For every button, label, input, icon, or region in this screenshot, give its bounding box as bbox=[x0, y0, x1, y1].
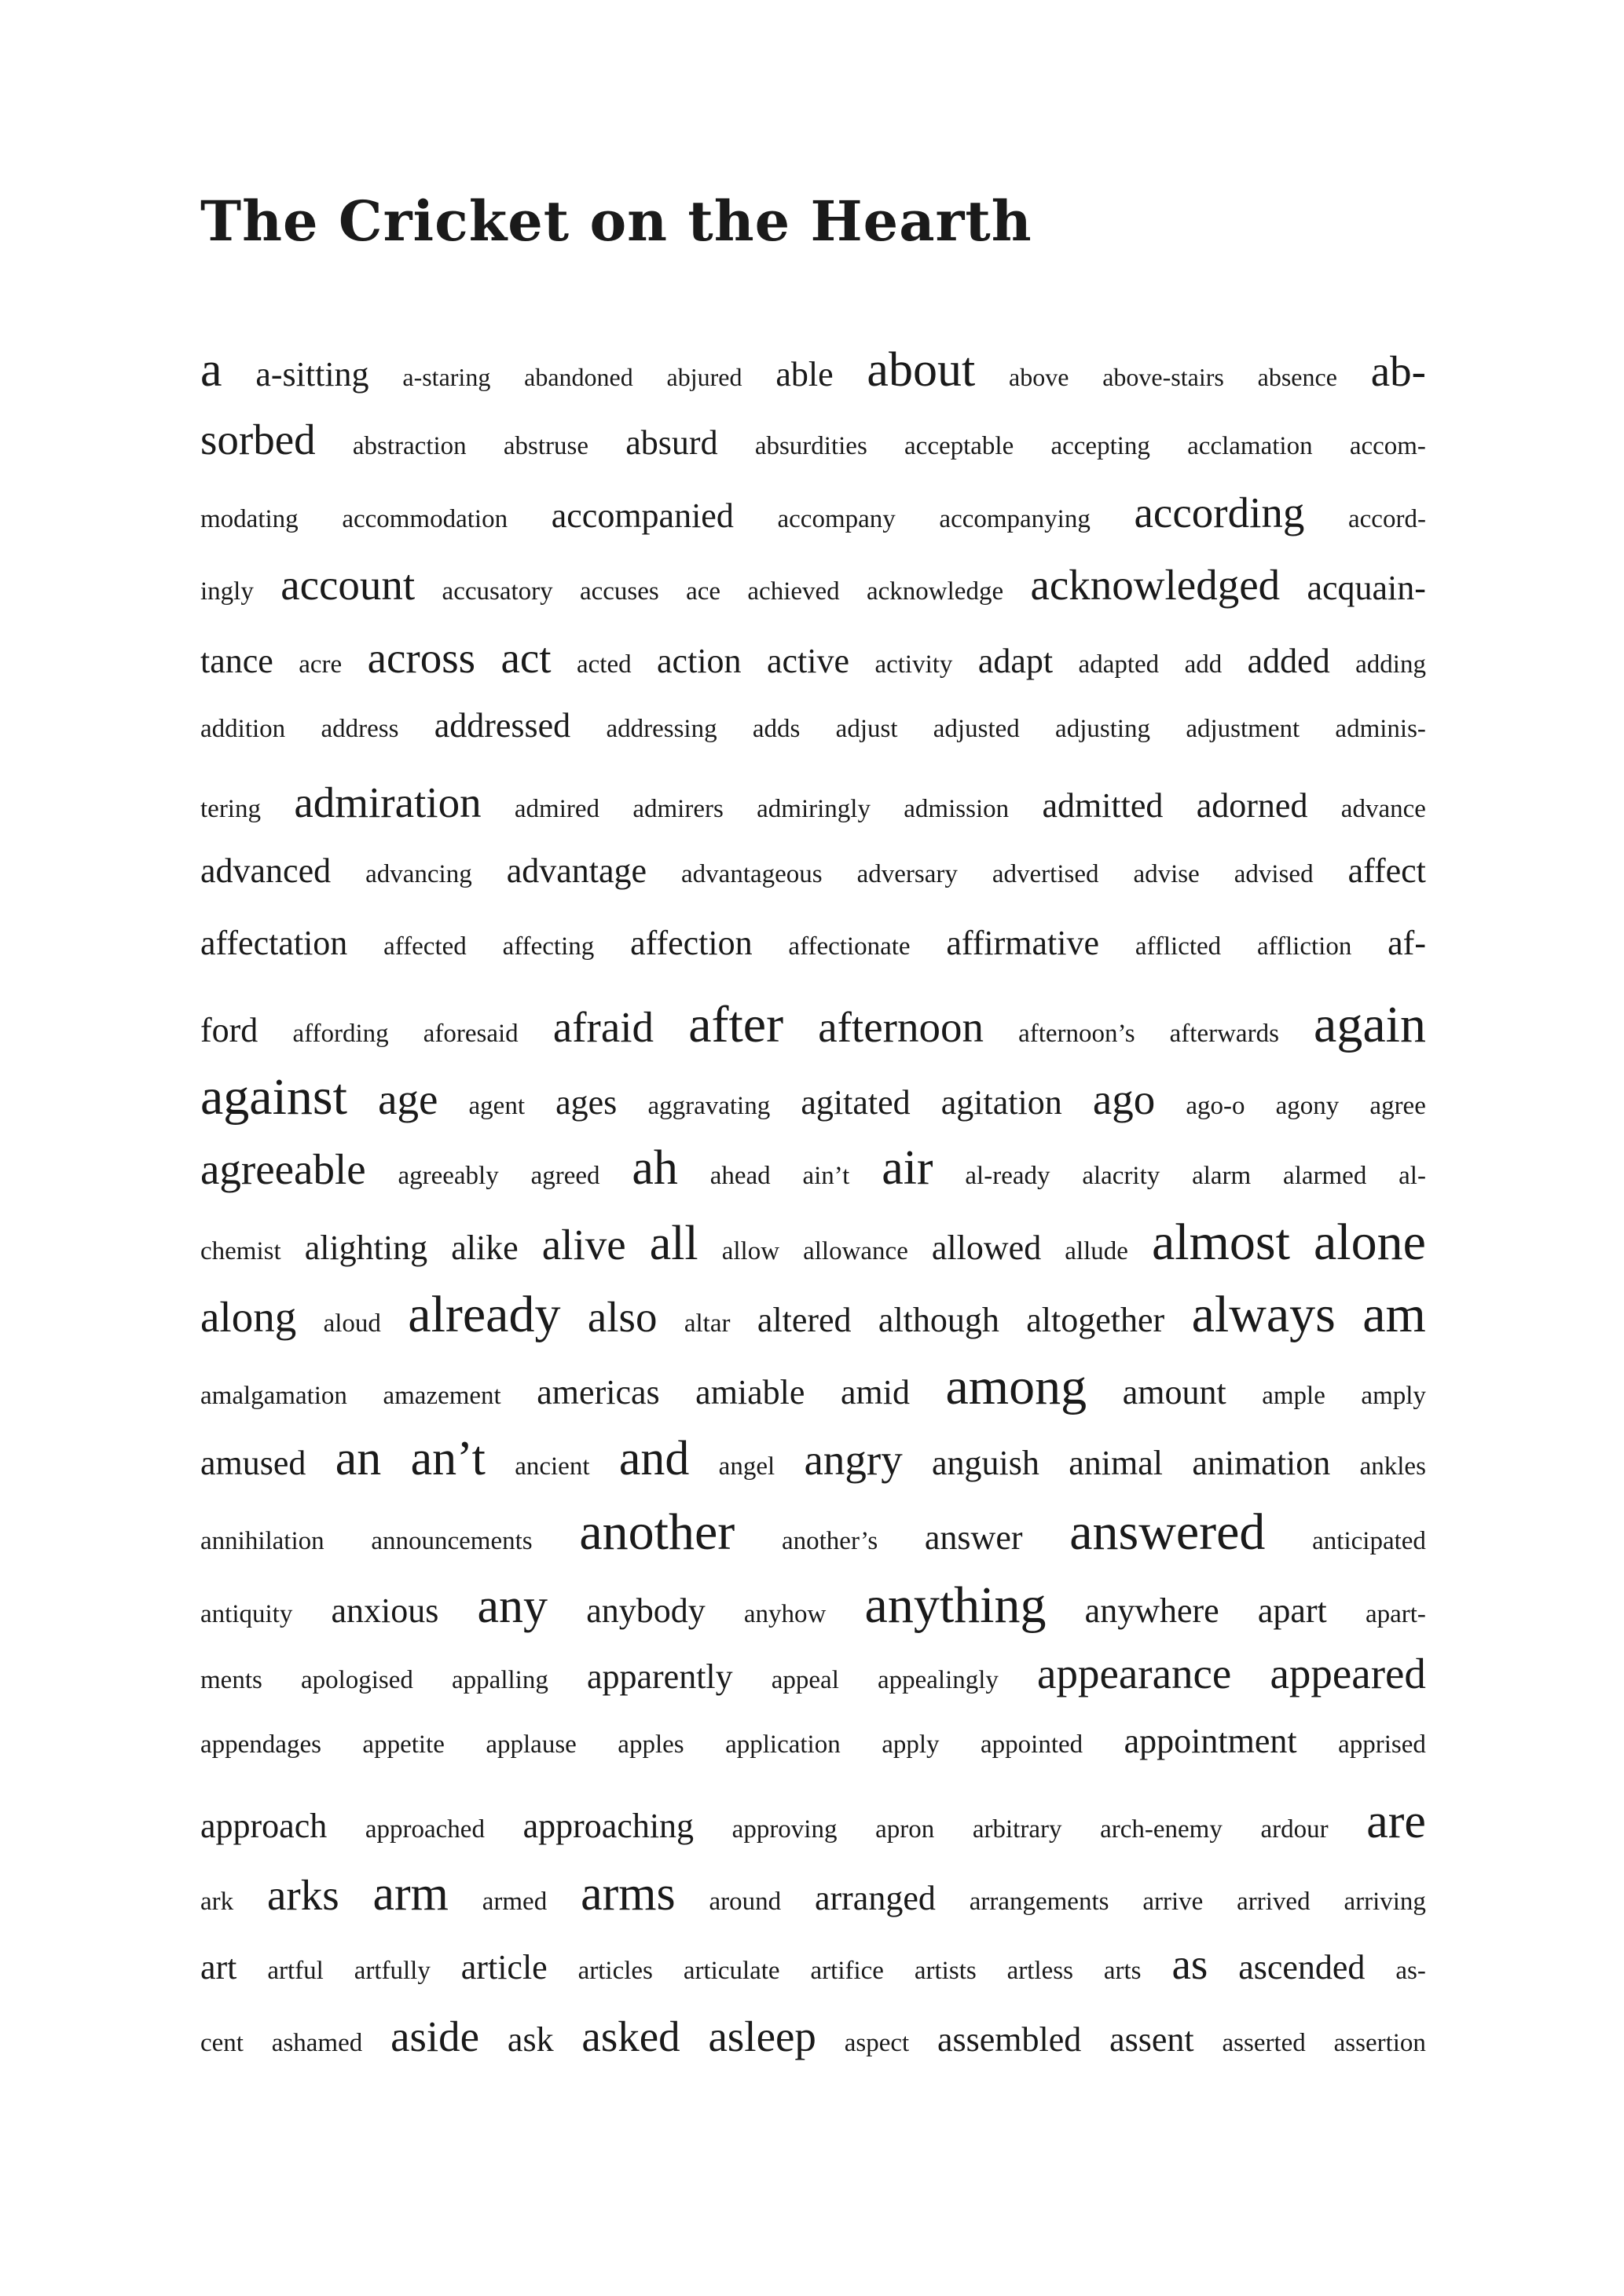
word: articles bbox=[577, 1956, 653, 1985]
word: artful bbox=[267, 1956, 324, 1985]
word: acquain- bbox=[1307, 569, 1426, 608]
word: advancing bbox=[365, 859, 472, 888]
word: accommodation bbox=[342, 504, 508, 533]
word: cent bbox=[200, 2028, 244, 2057]
word: anxious bbox=[331, 1591, 439, 1630]
word: another’s bbox=[781, 1527, 878, 1556]
word: as- bbox=[1395, 1956, 1426, 1985]
word: appointed bbox=[981, 1730, 1083, 1760]
word: artless bbox=[1006, 1956, 1073, 1985]
word: adding bbox=[1355, 650, 1426, 679]
word: about bbox=[867, 343, 976, 397]
word: any bbox=[477, 1579, 548, 1633]
word: approached bbox=[365, 1814, 485, 1844]
word: age bbox=[378, 1075, 438, 1123]
word: appeal bbox=[771, 1666, 839, 1695]
word: another bbox=[579, 1503, 735, 1562]
word: appearance bbox=[1037, 1650, 1232, 1698]
word: appalling bbox=[452, 1666, 548, 1695]
word: assertion bbox=[1333, 2028, 1426, 2057]
word: achieved bbox=[747, 577, 840, 606]
word-cloud bbox=[200, 343, 1426, 2087]
word: ancient bbox=[515, 1452, 590, 1481]
word: animal bbox=[1069, 1443, 1163, 1482]
word: arrived bbox=[1237, 1888, 1311, 1917]
word-line bbox=[200, 2012, 1426, 2087]
word-line bbox=[200, 343, 1426, 418]
word: allowance bbox=[803, 1236, 908, 1265]
word: af- bbox=[1388, 924, 1426, 963]
word: adjustment bbox=[1186, 714, 1300, 743]
word: ask bbox=[507, 2020, 554, 2059]
word: tering bbox=[200, 795, 261, 824]
word: animation bbox=[1192, 1443, 1331, 1482]
word: announcements bbox=[371, 1527, 533, 1556]
word: affliction bbox=[1256, 932, 1352, 961]
word: am bbox=[1362, 1286, 1426, 1344]
word-line bbox=[200, 1431, 1426, 1507]
word: added bbox=[1247, 641, 1330, 680]
word: an’t bbox=[410, 1431, 486, 1485]
word: acclamation bbox=[1187, 432, 1313, 461]
word: all bbox=[649, 1216, 698, 1270]
word: adjust bbox=[835, 714, 898, 743]
word-line bbox=[200, 1286, 1426, 1361]
word: amid bbox=[840, 1373, 910, 1412]
word: anticipated bbox=[1312, 1527, 1426, 1556]
word: active bbox=[766, 641, 850, 680]
word: arm bbox=[372, 1867, 449, 1921]
word: adapt bbox=[977, 641, 1054, 680]
word: aforesaid bbox=[423, 1019, 519, 1048]
word: afflicted bbox=[1135, 932, 1222, 961]
word: adminis- bbox=[1335, 714, 1426, 743]
word: appendages bbox=[200, 1730, 321, 1760]
word: answer bbox=[924, 1518, 1023, 1558]
word: answered bbox=[1069, 1503, 1266, 1562]
word: ab- bbox=[1370, 347, 1426, 395]
word: aside bbox=[390, 2012, 480, 2060]
word: ah bbox=[632, 1141, 678, 1196]
word: affect bbox=[1347, 851, 1426, 890]
word: ample bbox=[1262, 1382, 1325, 1411]
word: anything bbox=[864, 1576, 1047, 1634]
word: arms bbox=[581, 1867, 676, 1921]
word: affected bbox=[383, 932, 467, 961]
word: also bbox=[587, 1293, 658, 1342]
word: advised bbox=[1234, 859, 1314, 888]
word: agreed bbox=[530, 1162, 600, 1191]
word: art bbox=[200, 1947, 237, 1987]
word-line bbox=[200, 1652, 1426, 1724]
word: advise bbox=[1133, 859, 1200, 888]
word: assent bbox=[1109, 2020, 1194, 2059]
word: accompanying bbox=[939, 504, 1091, 533]
word: air bbox=[882, 1141, 933, 1196]
word: and bbox=[618, 1431, 690, 1485]
word: accompanied bbox=[551, 496, 734, 535]
word: agitation bbox=[940, 1082, 1062, 1122]
word: apart bbox=[1257, 1591, 1327, 1630]
word: alighting bbox=[304, 1228, 428, 1267]
word-line bbox=[200, 1869, 1426, 1942]
word: anywhere bbox=[1084, 1591, 1219, 1630]
word: al-ready bbox=[965, 1162, 1050, 1191]
word: apparently bbox=[586, 1657, 733, 1697]
word: advantage bbox=[506, 851, 647, 890]
word: aspect bbox=[844, 2028, 910, 2057]
word: artfully bbox=[354, 1956, 431, 1985]
word: apples bbox=[618, 1730, 684, 1760]
word: according bbox=[1134, 488, 1305, 536]
word: approaching bbox=[522, 1806, 695, 1845]
word: chemist bbox=[200, 1236, 281, 1265]
word: affording bbox=[292, 1019, 389, 1048]
word: affecting bbox=[502, 932, 595, 961]
word-line bbox=[200, 1213, 1426, 1289]
word: advanced bbox=[200, 851, 332, 890]
word: advantageous bbox=[681, 859, 823, 888]
word: al- bbox=[1399, 1162, 1426, 1191]
word: arrangements bbox=[969, 1888, 1109, 1917]
word-line bbox=[200, 418, 1426, 490]
word-line bbox=[200, 563, 1426, 635]
word: abstraction bbox=[352, 432, 467, 461]
word-line bbox=[200, 1358, 1426, 1434]
word: aggravating bbox=[647, 1091, 771, 1120]
word-line bbox=[200, 1939, 1426, 2015]
word: arriving bbox=[1344, 1888, 1426, 1917]
word: apologised bbox=[300, 1666, 413, 1695]
word: abandoned bbox=[524, 363, 633, 391]
word: almost bbox=[1151, 1213, 1290, 1271]
word: address bbox=[321, 714, 399, 743]
word: above-stairs bbox=[1102, 363, 1224, 391]
word: along bbox=[200, 1293, 297, 1342]
word: appealingly bbox=[877, 1666, 999, 1695]
word: aloud bbox=[323, 1309, 381, 1338]
word: application bbox=[725, 1730, 841, 1760]
word: activity bbox=[874, 650, 953, 679]
word: angel bbox=[718, 1452, 775, 1481]
word: arch-enemy bbox=[1100, 1814, 1223, 1844]
word: modating bbox=[200, 504, 299, 533]
word: arks bbox=[267, 1871, 339, 1920]
word: afternoon’s bbox=[1018, 1019, 1135, 1048]
word: add bbox=[1184, 650, 1223, 679]
word: sorbed bbox=[200, 416, 316, 464]
word: articulate bbox=[683, 1956, 780, 1985]
word: amiable bbox=[695, 1373, 805, 1412]
word: abstruse bbox=[503, 432, 589, 461]
word: approach bbox=[200, 1806, 328, 1845]
word-line bbox=[200, 995, 1426, 1071]
word: alone bbox=[1313, 1213, 1426, 1271]
word: alive bbox=[541, 1220, 626, 1269]
word: a bbox=[200, 343, 222, 397]
word: among bbox=[945, 1358, 1087, 1416]
word: armed bbox=[482, 1888, 548, 1917]
word: altar bbox=[684, 1309, 731, 1338]
word: antiquity bbox=[200, 1599, 293, 1628]
word-line bbox=[200, 1067, 1426, 1144]
word: accusatory bbox=[442, 577, 553, 606]
word: amalgamation bbox=[200, 1382, 347, 1411]
word: alike bbox=[451, 1228, 519, 1267]
word: across bbox=[367, 633, 476, 682]
word: afternoon bbox=[818, 1002, 984, 1051]
word: addition bbox=[200, 714, 286, 743]
word: accom- bbox=[1349, 432, 1426, 461]
word: ashamed bbox=[271, 2028, 363, 2057]
word: accuses bbox=[579, 577, 659, 606]
word: anguish bbox=[932, 1443, 1039, 1482]
word: altogether bbox=[1026, 1301, 1165, 1340]
word: anybody bbox=[586, 1591, 706, 1630]
word: admission bbox=[904, 795, 1010, 824]
word: addressed bbox=[434, 705, 571, 745]
word: ark bbox=[200, 1888, 234, 1917]
word: adapted bbox=[1078, 650, 1160, 679]
word: asked bbox=[581, 2012, 680, 2060]
word: advertised bbox=[992, 859, 1099, 888]
word-line bbox=[200, 488, 1426, 563]
word: agreeable bbox=[200, 1145, 366, 1194]
word: able bbox=[775, 355, 834, 394]
word: ankles bbox=[1359, 1452, 1426, 1481]
word: acceptable bbox=[904, 432, 1014, 461]
word: ago-o bbox=[1186, 1091, 1245, 1120]
word: annihilation bbox=[200, 1527, 324, 1556]
word: afterwards bbox=[1169, 1019, 1279, 1048]
word: already bbox=[408, 1286, 561, 1344]
word: ascended bbox=[1238, 1947, 1366, 1987]
word: addressing bbox=[606, 714, 717, 743]
word: adjusted bbox=[933, 714, 1020, 743]
word: approving bbox=[731, 1814, 838, 1844]
word: angry bbox=[804, 1435, 903, 1484]
word: above bbox=[1008, 363, 1069, 391]
word: americas bbox=[537, 1373, 660, 1412]
word: admired bbox=[514, 795, 600, 824]
word: action bbox=[657, 641, 742, 680]
word: although bbox=[878, 1301, 999, 1340]
word-line bbox=[200, 1794, 1426, 1869]
word: ments bbox=[200, 1666, 262, 1695]
word-line bbox=[200, 1503, 1426, 1579]
word: appeared bbox=[1270, 1650, 1426, 1698]
word: alacrity bbox=[1082, 1162, 1160, 1191]
word: ingly bbox=[200, 577, 254, 606]
word-line bbox=[200, 705, 1426, 781]
word: ace bbox=[686, 577, 721, 606]
word: admitted bbox=[1042, 786, 1164, 826]
word: as bbox=[1171, 1939, 1208, 1988]
word: ardour bbox=[1260, 1814, 1329, 1844]
word-line bbox=[200, 778, 1426, 853]
word: acknowledge bbox=[867, 577, 1004, 606]
word: affectionate bbox=[788, 932, 911, 961]
word: artifice bbox=[810, 1956, 884, 1985]
word: after bbox=[688, 995, 784, 1053]
word: admiringly bbox=[757, 795, 871, 824]
word: are bbox=[1366, 1794, 1426, 1848]
word: apart- bbox=[1365, 1599, 1426, 1628]
word: advance bbox=[1340, 795, 1426, 824]
word: acre bbox=[299, 650, 343, 679]
word: article bbox=[460, 1947, 548, 1987]
word: artists bbox=[914, 1956, 977, 1985]
word: altered bbox=[757, 1301, 852, 1340]
word: tance bbox=[200, 641, 273, 680]
word: allowed bbox=[931, 1228, 1042, 1267]
word-line bbox=[200, 1576, 1426, 1652]
word: ahead bbox=[709, 1162, 771, 1191]
word-line bbox=[200, 1141, 1426, 1216]
word-line bbox=[200, 1724, 1426, 1796]
word: ages bbox=[555, 1082, 618, 1122]
word: amply bbox=[1361, 1382, 1426, 1411]
word: admiration bbox=[294, 778, 482, 827]
word: against bbox=[200, 1067, 347, 1126]
word: agony bbox=[1275, 1091, 1340, 1120]
word-line bbox=[200, 633, 1426, 709]
word: adorned bbox=[1196, 786, 1308, 826]
word: ago bbox=[1092, 1075, 1156, 1123]
word: absence bbox=[1257, 363, 1337, 391]
word: adjusting bbox=[1055, 714, 1151, 743]
word: always bbox=[1191, 1286, 1336, 1344]
word: absurd bbox=[625, 423, 718, 463]
word: ain’t bbox=[802, 1162, 850, 1191]
word: accompany bbox=[777, 504, 896, 533]
word: act bbox=[500, 633, 552, 682]
page-title: The Cricket on the Hearth bbox=[200, 189, 1032, 254]
word: again bbox=[1314, 995, 1426, 1053]
word: allude bbox=[1065, 1236, 1128, 1265]
word: agreeably bbox=[398, 1162, 499, 1191]
word: affirmative bbox=[946, 924, 1100, 963]
word: amount bbox=[1122, 1373, 1226, 1412]
word: alarm bbox=[1192, 1162, 1252, 1191]
word: anyhow bbox=[743, 1599, 827, 1628]
word: ford bbox=[200, 1010, 258, 1049]
word: appointment bbox=[1124, 1722, 1297, 1761]
word: asleep bbox=[708, 2012, 816, 2060]
word: a-sitting bbox=[255, 355, 369, 394]
word: agent bbox=[468, 1091, 525, 1120]
word: arts bbox=[1103, 1956, 1142, 1985]
word: affectation bbox=[200, 924, 348, 963]
word: an bbox=[335, 1431, 382, 1485]
word: appetite bbox=[362, 1730, 445, 1760]
word: arrive bbox=[1142, 1888, 1204, 1917]
word: agree bbox=[1369, 1091, 1426, 1120]
word: accord- bbox=[1348, 504, 1426, 533]
word-line bbox=[200, 926, 1426, 998]
word: apron bbox=[875, 1814, 935, 1844]
word: around bbox=[709, 1888, 782, 1917]
word: a-staring bbox=[402, 363, 491, 391]
word: abjured bbox=[666, 363, 742, 391]
word: apprised bbox=[1338, 1730, 1426, 1760]
word: afraid bbox=[552, 1002, 654, 1051]
word: adds bbox=[752, 714, 801, 743]
word: absurdities bbox=[754, 432, 867, 461]
word: asserted bbox=[1222, 2028, 1306, 2057]
word: agitated bbox=[801, 1082, 911, 1122]
word: amazement bbox=[383, 1382, 501, 1411]
word-line bbox=[200, 851, 1426, 926]
word: arbitrary bbox=[972, 1814, 1062, 1844]
word: amused bbox=[200, 1443, 306, 1482]
word: adversary bbox=[856, 859, 958, 888]
word: admirers bbox=[632, 795, 724, 824]
word: affection bbox=[630, 924, 753, 963]
word: alarmed bbox=[1283, 1162, 1367, 1191]
word: account bbox=[280, 561, 416, 610]
word: arranged bbox=[814, 1879, 936, 1918]
word: accepting bbox=[1050, 432, 1150, 461]
word: allow bbox=[721, 1236, 780, 1265]
word: applause bbox=[486, 1730, 577, 1760]
word: acted bbox=[577, 650, 632, 679]
word: acknowledged bbox=[1030, 561, 1281, 610]
word: assembled bbox=[937, 2020, 1082, 2059]
word: apply bbox=[882, 1730, 940, 1760]
